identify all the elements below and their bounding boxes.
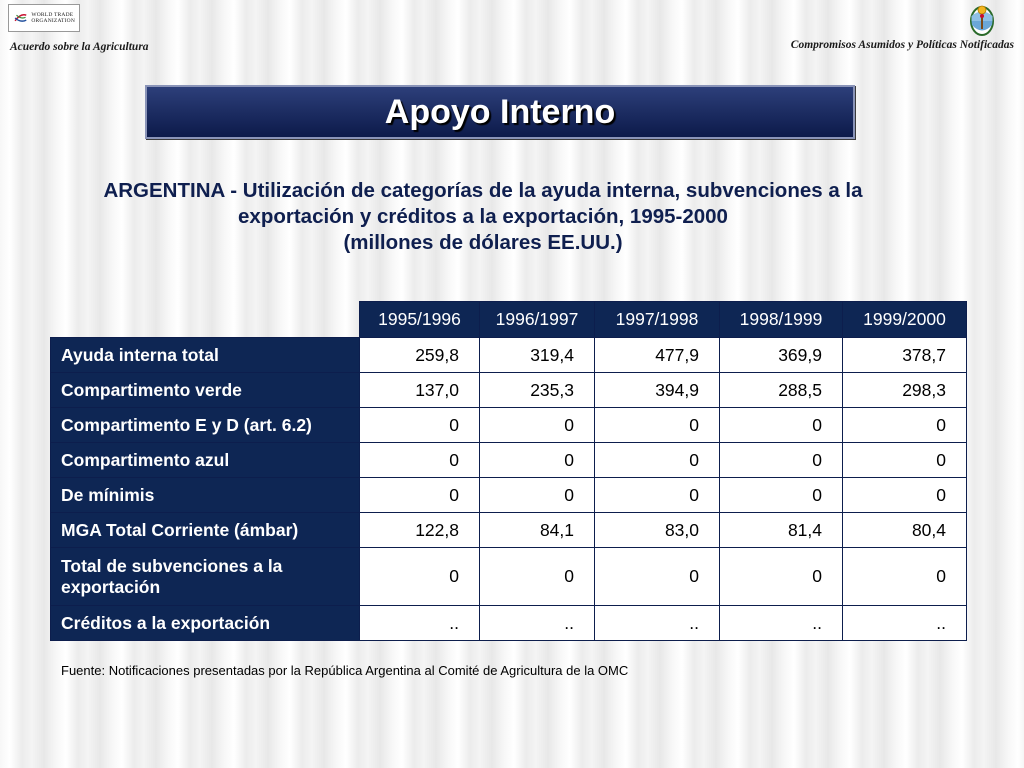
table-cell: 0 — [360, 548, 480, 606]
caption-line-2: exportación y créditos a la exportación, 1995-2000 — [238, 205, 728, 228]
table-row — [51, 338, 967, 373]
table-cell: 298,3 — [843, 373, 967, 408]
row-label: Ayuda interna total — [51, 338, 360, 373]
page-title: Apoyo Interno — [384, 92, 616, 131]
table-row — [51, 548, 967, 606]
table-cell: 83,0 — [595, 513, 720, 548]
table-cell: 394,9 — [595, 373, 720, 408]
row-label: Créditos a la exportación — [51, 606, 360, 641]
wto-logo-text-line2: ORGANIZATION — [31, 18, 75, 24]
caption-line-1: ARGENTINA - Utilización de categorías de la ayuda interna, subvenciones a la — [103, 179, 863, 202]
table-row — [51, 606, 967, 641]
table-cell: 0 — [360, 408, 480, 443]
table-corner — [51, 302, 360, 338]
header-right-caption: Compromisos Asumidos y Políticas Notificadas — [790, 39, 1014, 51]
table-row — [51, 478, 967, 513]
table-cell: 378,7 — [843, 338, 967, 373]
column-header: 1996/1997 — [480, 302, 595, 338]
table-cell: 477,9 — [595, 338, 720, 373]
source-note: Fuente: Notificaciones presentadas por la República Argentina al Comité de Agricultura de la OMC — [61, 663, 629, 678]
table-cell: 0 — [843, 548, 967, 606]
table-cell: 0 — [360, 478, 480, 513]
table-row — [51, 443, 967, 478]
table-cell: 0 — [595, 478, 720, 513]
table-cell: 0 — [720, 443, 843, 478]
table-cell: 235,3 — [480, 373, 595, 408]
table-row — [51, 373, 967, 408]
table-cell: 81,4 — [720, 513, 843, 548]
table-cell: .. — [480, 606, 595, 641]
wto-logo-icon — [8, 4, 80, 32]
header-left-caption: Acuerdo sobre la Agricultura — [10, 41, 149, 53]
table-caption — [40, 178, 926, 256]
table-cell: 0 — [720, 478, 843, 513]
table-cell: .. — [720, 606, 843, 641]
title-banner — [145, 85, 855, 139]
caption-line-3: (millones de dólares EE.UU.) — [343, 231, 623, 254]
table-cell: 0 — [480, 548, 595, 606]
table-cell: 0 — [595, 408, 720, 443]
table-cell: 0 — [480, 443, 595, 478]
table-cell: 369,9 — [720, 338, 843, 373]
table-cell: 80,4 — [843, 513, 967, 548]
table-cell: 0 — [480, 478, 595, 513]
table-cell: 0 — [843, 408, 967, 443]
table-cell: 288,5 — [720, 373, 843, 408]
table-cell: 0 — [595, 443, 720, 478]
table-cell: 122,8 — [360, 513, 480, 548]
column-header: 1998/1999 — [720, 302, 843, 338]
table-cell: 0 — [720, 408, 843, 443]
table-row — [51, 513, 967, 548]
wto-logo-text-line1: WORLD TRADE — [31, 12, 74, 18]
table-cell: .. — [360, 606, 480, 641]
table-cell: 0 — [595, 548, 720, 606]
table-cell: 0 — [480, 408, 595, 443]
table-cell: .. — [595, 606, 720, 641]
row-label: Compartimento azul — [51, 443, 360, 478]
wto-logo-text — [31, 12, 75, 24]
table-cell: 259,8 — [360, 338, 480, 373]
row-label: MGA Total Corriente (ámbar) — [51, 513, 360, 548]
row-label: Compartimento verde — [51, 373, 360, 408]
column-header: 1995/1996 — [360, 302, 480, 338]
table-cell: .. — [843, 606, 967, 641]
table-cell: 0 — [843, 443, 967, 478]
column-header: 1997/1998 — [595, 302, 720, 338]
table-cell: 84,1 — [480, 513, 595, 548]
table-cell: 319,4 — [480, 338, 595, 373]
table-header-row — [51, 302, 967, 338]
table-cell: 0 — [843, 478, 967, 513]
table-cell: 0 — [360, 443, 480, 478]
row-label: Compartimento E y D (art. 6.2) — [51, 408, 360, 443]
row-label: Total de subvenciones a la exportación — [51, 548, 360, 606]
argentina-crest-icon — [968, 3, 996, 37]
table-row — [51, 408, 967, 443]
wto-swirl-icon — [13, 8, 28, 28]
row-label: De mínimis — [51, 478, 360, 513]
table-cell: 137,0 — [360, 373, 480, 408]
table-cell: 0 — [720, 548, 843, 606]
column-header: 1999/2000 — [843, 302, 967, 338]
support-table — [50, 301, 967, 641]
